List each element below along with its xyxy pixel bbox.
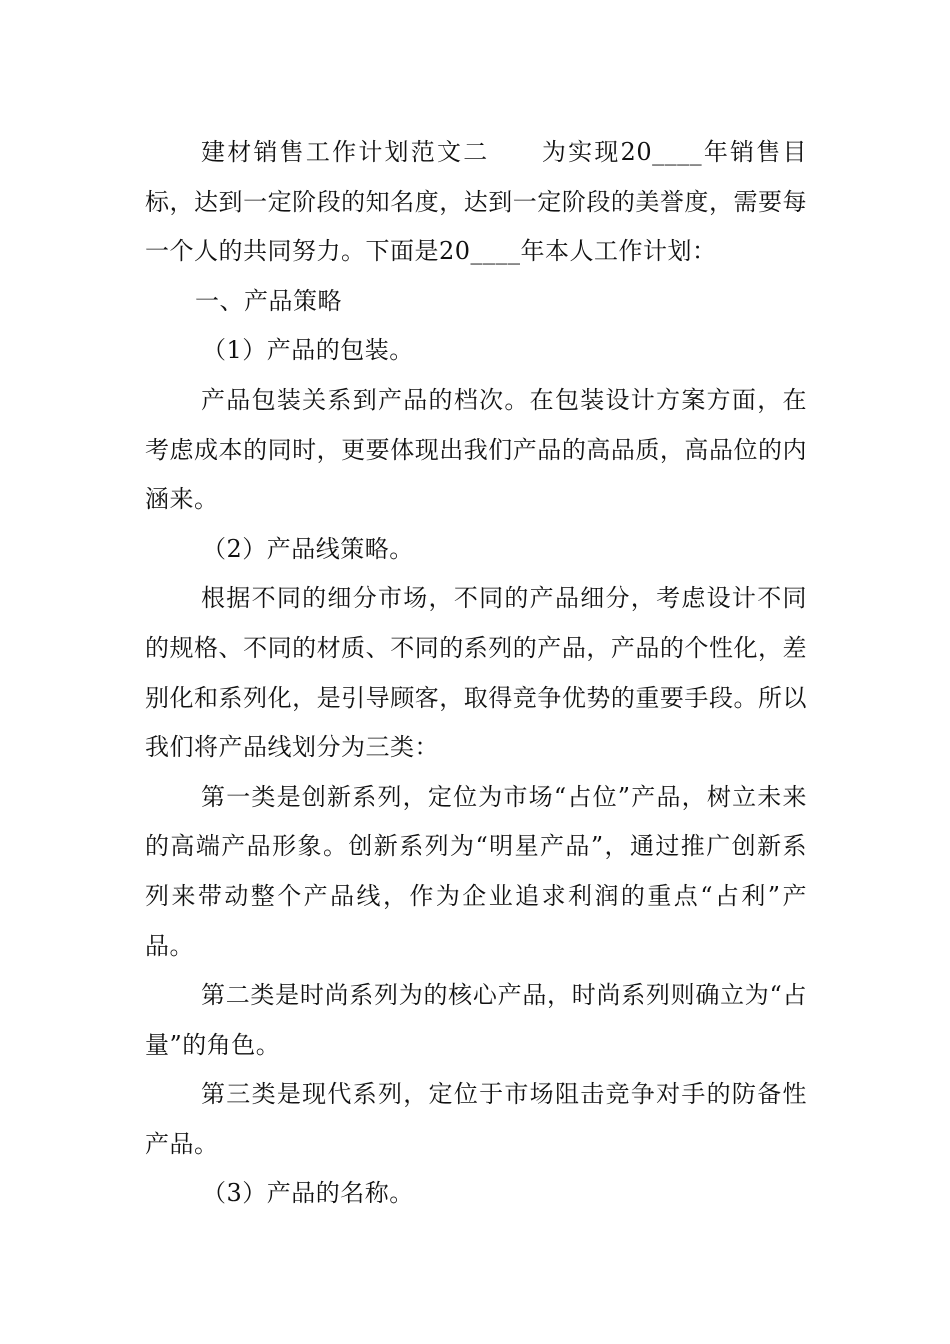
paragraph-category-modern: 第三类是现代系列，定位于市场阻击竞争对手的防备性产品。 <box>145 1080 807 1158</box>
paragraph-packaging: 产品包装关系到产品的档次。在包装设计方案方面，在考虑成本的同时，更要体现出我们产品的高品质，高品位的内涵来。 <box>145 385 807 514</box>
section-heading-product-strategy: 一、产品策略 <box>195 286 342 315</box>
intro-paragraph: 建材销售工作计划范文二 为实现20____年销售目标，达到一定阶段的知名度，达到一定阶段的美誉度，需要每一个人的共同努力。下面是20____年本人工作计划： <box>145 138 807 266</box>
paragraph-category-fashion: 第二类是时尚系列为的核心产品，时尚系列则确立为“占量”的角色。 <box>145 981 807 1059</box>
subheading-product-line: （2）产品线策略。 <box>202 534 414 563</box>
subheading-product-name: （3）产品的名称。 <box>202 1179 414 1208</box>
document-body <box>145 128 807 1219</box>
subheading-packaging: （1）产品的包装。 <box>202 336 414 365</box>
paragraph-product-line: 根据不同的细分市场，不同的产品细分，考虑设计不同的规格、不同的材质、不同的系列的产品，产品的个性化，差别化和系列化，是引导顾客，取得竞争优势的重要手段。所以我们将产品线划分为三类： <box>145 584 807 762</box>
paragraph-category-innovation: 第一类是创新系列，定位为市场“占位”产品，树立未来的高端产品形象。创新系列为“明星产品”，通过推广创新系列来带动整个产品线，作为企业追求利润的重点“占利”产品。 <box>145 782 807 960</box>
